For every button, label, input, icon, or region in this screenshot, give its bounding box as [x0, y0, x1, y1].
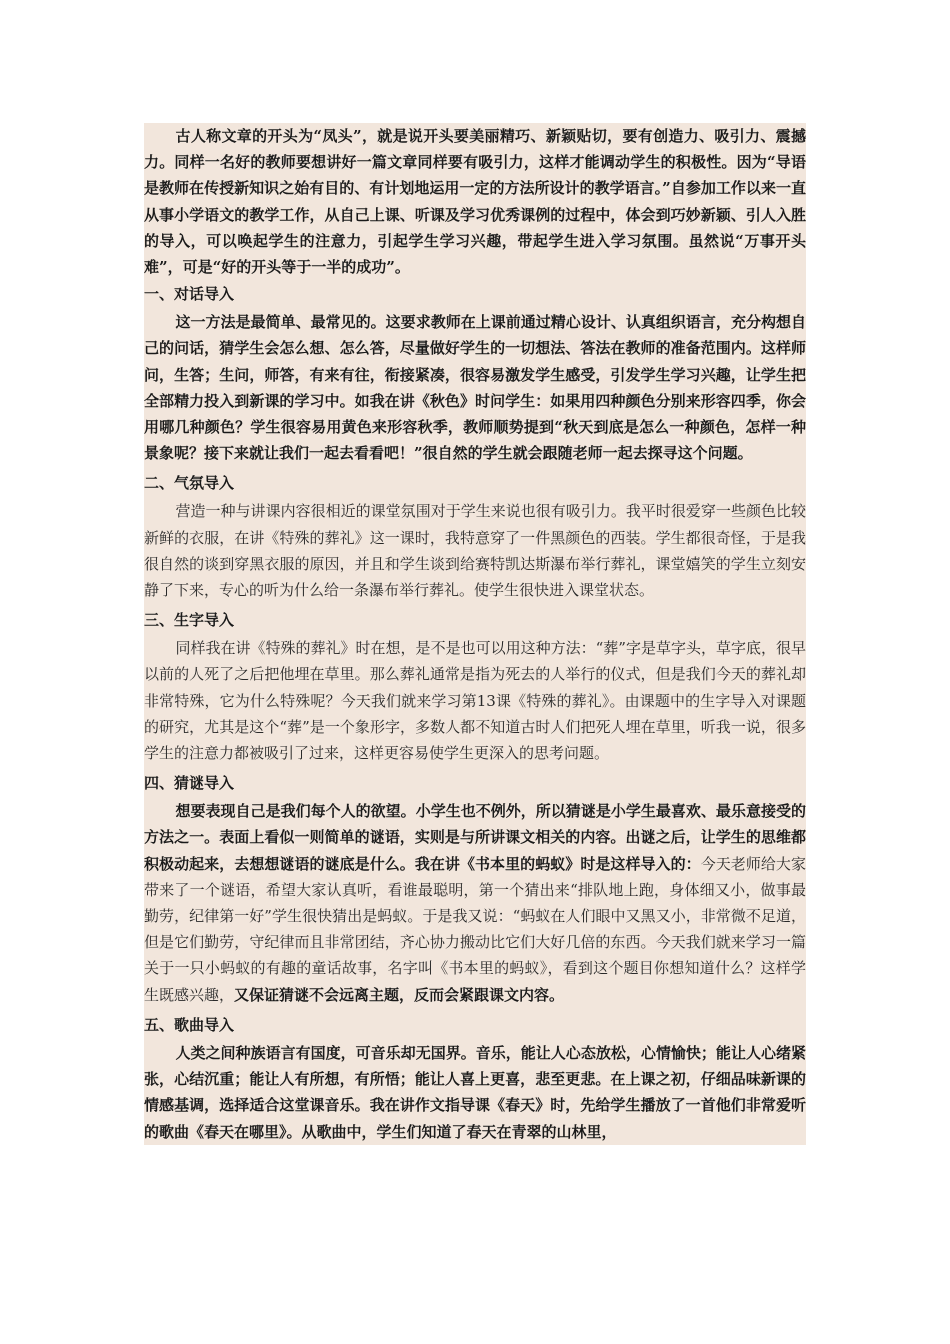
section-body-character: 同样我在讲《特殊的葬礼》时在想，是不是也可以用这种方法：“葬”字是草字头，草字底，很早以前的人死了之后把他埋在草里。那么葬礼通常是指为死去的人举行的仪式，但是我们今天的葬礼却非常特殊，它为什么特殊呢？今天我们就来学习第13课《特殊的葬礼》。由课题中的生字导入对课题的研究，尤其是这个“葬”是一个象形字，多数人都不知道古时人们把死人埋在草里，听我一说，很多学生的注意力都被吸引了过来，这样更容易使学生更深入的思考问题。: [144, 639, 806, 763]
riddle-body-part-b: 今天老师给大家带来了一个谜语，希望大家认真听，看谁最聪明，第一个猜出来“排队地上跑，身体细又小，做事最勤劳，纪律第一好”学生很快猜出是蚂蚁。于是我又说：“蚂蚁在人们眼中又黑又小，非常微不足道，但是它们勤劳，守纪律而且非常团结，齐心协力搬动比它们大好几倍的东西。今天我们就来学习一篇关于一只小蚂蚁的有趣的童话故事，名字叫《书本里的蚂蚁》，看到这个题目你想知道什么？这样学生既感兴趣，: [144, 854, 806, 1004]
intro-paragraph: 古人称文章的开头为“凤头”，就是说开头要美丽精巧、新颖贴切，要有创造力、吸引力、震撼力。同样一名好的教师要想讲好一篇文章同样要有吸引力，这样才能调动学生的积极性。因为“导语是教师在传授新知识之始有目的、有计划地运用一定的方法所设计的教学语言。”自参加工作以来一直从事小学语文的教学工作，从自己上课、听课及学习优秀课例的过程中，体会到巧妙新颖、引人入胜的导入，可以唤起学生的注意力，引起学生学习兴趣，带起学生进入学习氛围。虽然说“万事开头难”，可是“好的开头等于一半的成功”。: [144, 127, 806, 277]
riddle-body-part-a: 想要表现自己是我们每个人的欲望。小学生也不例外，所以猜谜是小学生最喜欢、最乐意接受的方法之一。表面上看似一则简单的谜语，实则是与所讲课文相关的内容。出谜之后，让学生的思维都积极动起来，去想想谜语的谜底是什么。我在讲《书本里的蚂蚁》时是这样导入的：: [144, 802, 806, 873]
riddle-body-part-c: 又保证猜谜不会远离主题，反而会紧跟课文内容。: [234, 985, 565, 1004]
section-heading-dialogue: 一、对话导入: [144, 285, 235, 304]
section-heading-character: 三、生字导入: [144, 611, 235, 630]
section-body-riddle: [144, 798, 806, 1008]
section-heading-song: 五、歌曲导入: [144, 1015, 235, 1034]
section-heading-atmosphere: 二、气氛导入: [144, 474, 235, 493]
section-body-dialogue: 这一方法是最简单、最常见的。这要求教师在上课前通过精心设计、认真组织语言，充分构想自己的问话，猜学生会怎么想、怎么答，尽量做好学生的一切想法、答法在教师的准备范围内。这样师问，生答；生问，师答，有来有往，衔接紧凑，很容易激发学生感受，引发学生学习兴趣，让学生把全部精力投入到新课的学习中。如我在讲《秋色》时问学生：如果用四种颜色分别来形容四季，你会用哪几种颜色？学生很容易用黄色来形容秋季，教师顺势提到“秋天到底是怎么一种颜色，怎样一种景象呢？接下来就让我们一起去看看吧！”很自然的学生就会跟随老师一起去探寻这个问题。: [144, 313, 806, 463]
section-body-song: 人类之间种族语言有国度，可音乐却无国界。音乐，能让人心态放松，心情愉快；能让人心绪紧张，心结沉重；能让人有所想，有所悟；能让人喜上更喜，悲至更悲。在上课之初，仔细品味新课的情感基调，选择适合这堂课音乐。我在讲作文指导课《春天》时，先给学生播放了一首他们非常爱听的歌曲《春天在哪里》。从歌曲中，学生们知道了春天在青翠的山林里，: [144, 1043, 806, 1141]
section-heading-riddle: 四、猜谜导入: [144, 774, 235, 793]
document-body: [144, 123, 806, 1145]
section-body-atmosphere: 营造一种与讲课内容很相近的课堂氛围对于学生来说也很有吸引力。我平时很爱穿一些颜色比较新鲜的衣服，在讲《特殊的葬礼》这一课时，我特意穿了一件黑颜色的西装。学生都很奇怪，于是我很自然的谈到穿黑衣服的原因，并且和学生谈到给赛特凯达斯瀑布举行葬礼，课堂嬉笑的学生立刻安静了下来，专心的听为什么给一条瀑布举行葬礼。使学生很快进入课堂状态。: [144, 502, 806, 600]
